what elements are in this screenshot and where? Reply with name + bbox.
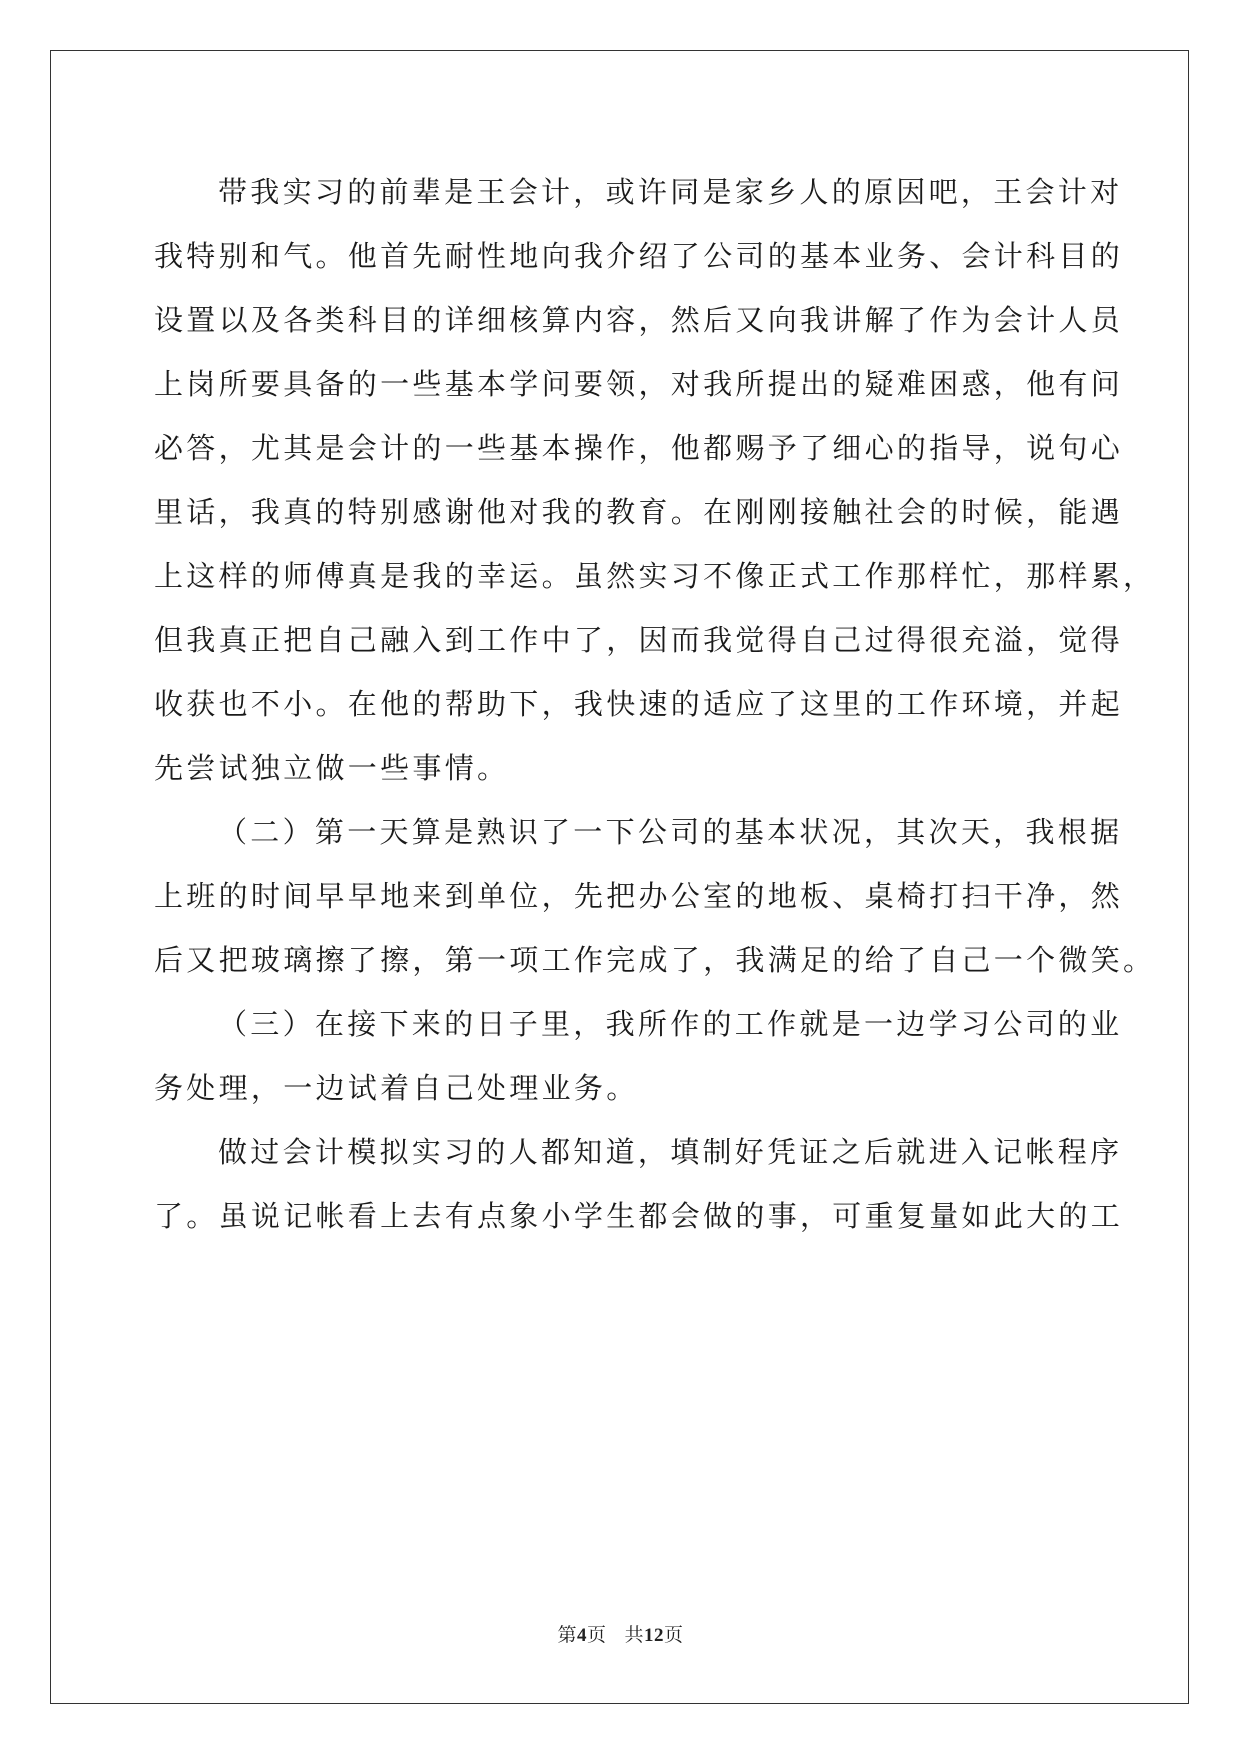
page-footer xyxy=(0,1620,1241,1647)
paragraph-3-line-2: 务处理，一边试着自己处理业务。 xyxy=(154,1071,639,1105)
footer-page-suffix: 页 xyxy=(586,1625,607,1646)
paragraph-1-line-9: 收获也不小。在他的帮助下，我快速的适应了这里的工作环境，并起 xyxy=(154,687,1124,721)
footer-page-prefix: 第 xyxy=(557,1625,577,1646)
paragraph-2-line-1: （二）第一天算是熟识了一下公司的基本状况，其次天，我根据 xyxy=(218,815,1123,849)
paragraph-1-line-8: 但我真正把自己融入到工作中了，因而我觉得自己过得很充溢，觉得 xyxy=(154,623,1124,657)
footer-total-suffix: 页 xyxy=(664,1625,684,1646)
paragraph-4-line-1: 做过会计模拟实习的人都知道，填制好凭证之后就进入记帐程序 xyxy=(218,1135,1123,1169)
paragraph-4-line-2: 了。虽说记帐看上去有点象小学生都会做的事，可重复量如此大的工 xyxy=(154,1199,1124,1233)
paragraph-1-line-7: 上这样的师傅真是我的幸运。虽然实习不像正式工作那样忙，那样累， xyxy=(154,559,1156,593)
paragraph-1-line-5: 必答，尤其是会计的一些基本操作，他都赐予了细心的指导，说句心 xyxy=(154,431,1124,465)
paragraph-1-line-1: 带我实习的前辈是王会计，或许同是家乡人的原因吧，王会计对 xyxy=(218,175,1123,209)
paragraph-3-line-1: （三）在接下来的日子里，我所作的工作就是一边学习公司的业 xyxy=(218,1007,1123,1041)
document-body xyxy=(154,160,1156,1248)
paragraph-1-line-4: 上岗所要具备的一些基本学问要领，对我所提出的疑难困惑，他有问 xyxy=(154,367,1124,401)
paragraph-1-line-3: 设置以及各类科目的详细核算内容，然后又向我讲解了作为会计人员 xyxy=(154,303,1124,337)
footer-page-number: 4 xyxy=(576,1625,587,1646)
paragraph-1-line-10: 先尝试独立做一些事情。 xyxy=(154,751,510,785)
paragraph-1-line-6: 里话，我真的特别感谢他对我的教育。在刚刚接触社会的时候，能遇 xyxy=(154,495,1124,529)
footer-total-prefix: 共 xyxy=(624,1625,645,1646)
paragraph-1-line-2: 我特别和气。他首先耐性地向我介绍了公司的基本业务、会计科目的 xyxy=(154,239,1124,273)
footer-total-pages: 12 xyxy=(644,1625,665,1646)
paragraph-2-line-3: 后又把玻璃擦了擦，第一项工作完成了，我满足的给了自己一个微笑。 xyxy=(154,943,1156,977)
paragraph-2-line-2: 上班的时间早早地来到单位，先把办公室的地板、桌椅打扫干净，然 xyxy=(154,879,1124,913)
